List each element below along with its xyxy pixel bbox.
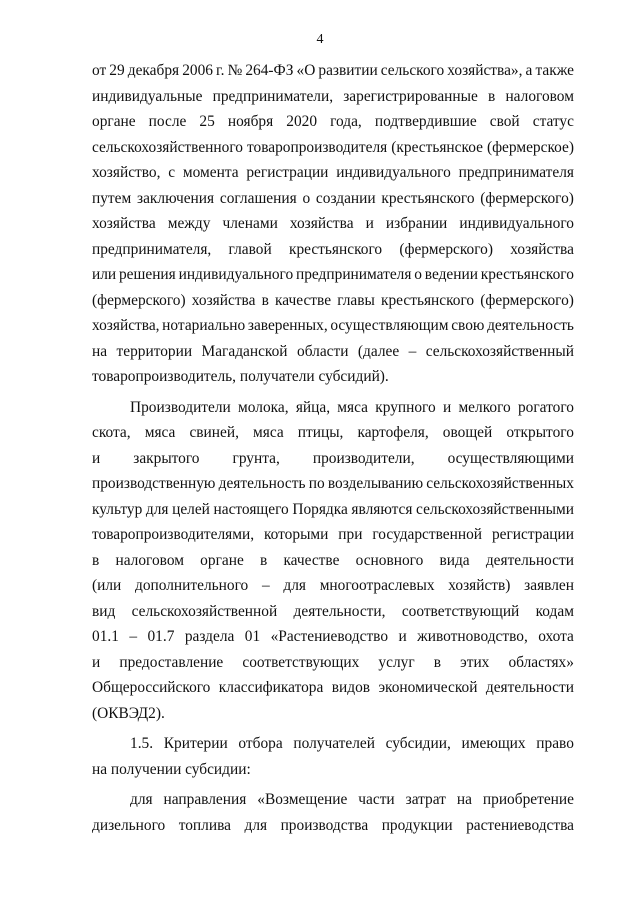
word: раздела [184, 628, 235, 645]
word: топлива [178, 816, 231, 834]
word: (фермерского) [92, 291, 186, 309]
word: вида [439, 551, 470, 569]
word: области [297, 342, 349, 360]
word: на [92, 342, 108, 360]
page-number: 4 [316, 32, 324, 47]
text-line [92, 186, 574, 212]
word: по [308, 475, 325, 492]
word: заключения [137, 189, 215, 207]
word: для [130, 791, 153, 808]
word: 25 [199, 113, 215, 130]
text-line [92, 237, 574, 263]
text-line [92, 787, 574, 813]
word: сельскохозяйственный [425, 342, 574, 360]
word: Магаданской [201, 342, 288, 360]
word: картофеля, [357, 424, 429, 441]
word: хозяйства, [92, 317, 160, 334]
word: ноября [227, 113, 274, 130]
word: классификатора [218, 679, 324, 696]
word: хозяйства [510, 240, 574, 258]
word: деятельность [218, 475, 306, 492]
word: мяса [144, 424, 176, 441]
text-line [92, 548, 574, 574]
word: 29 [109, 62, 125, 79]
word: отбора [238, 735, 283, 752]
word: открытого [506, 424, 574, 441]
word: целей [172, 500, 210, 518]
word: мяса [337, 398, 368, 416]
word: овощей [442, 424, 493, 441]
word: деятельности, [293, 602, 386, 620]
word: настоящего [213, 500, 289, 518]
word: производственную [92, 475, 216, 492]
word: заверенных, [247, 317, 328, 334]
word: 264-ФЗ [245, 62, 294, 79]
word: предпринимателя [296, 266, 412, 283]
word: видов [331, 679, 371, 696]
word: части [358, 791, 395, 808]
word: в [487, 87, 496, 105]
text-line: на получении субсидии: [92, 760, 251, 778]
word: имеющих [461, 735, 526, 752]
word: возделыванию [327, 475, 424, 492]
word: момента [182, 164, 239, 181]
word: предпринимателя [458, 164, 574, 181]
word: «О [296, 62, 316, 79]
word: свиней, [189, 424, 239, 441]
word: сельскохозяйственными [416, 500, 574, 518]
text-line [92, 262, 574, 288]
word: грунта, [232, 449, 280, 467]
paragraph [92, 395, 574, 727]
word: деятельности [485, 551, 574, 569]
word: мелкого [458, 398, 511, 416]
word: товаропроизводителями, [92, 526, 255, 543]
word: соответствующий [401, 602, 520, 620]
word: главой [228, 240, 272, 258]
word: 1.5. [130, 735, 154, 752]
word: областях» [508, 653, 574, 671]
word: с [168, 164, 176, 181]
text-line [92, 135, 574, 161]
word: декабря [127, 62, 180, 79]
word: Критерии [163, 735, 228, 752]
word: для [244, 816, 268, 834]
word: после [148, 113, 187, 130]
word: (или [92, 577, 122, 594]
word: качестве [283, 551, 340, 569]
word: 01.1 [92, 628, 119, 645]
word: членами [222, 215, 278, 232]
word: «Возмещение [257, 791, 348, 808]
text-line [92, 650, 574, 676]
word: услуг [378, 653, 415, 671]
word: направления [163, 791, 247, 808]
text-line [92, 446, 574, 472]
text-line [92, 522, 574, 548]
word: налоговом [505, 87, 574, 105]
text-line [92, 731, 574, 757]
word: затрат [405, 791, 446, 808]
word: путем [92, 189, 132, 207]
word: предпринимателя, [92, 240, 212, 258]
word: 2020 [286, 113, 318, 130]
word: скота, [92, 424, 131, 441]
text-line [92, 471, 574, 497]
word: хозяйств) [448, 577, 511, 594]
word: на [456, 791, 472, 808]
word: предприниматели, [212, 87, 334, 105]
text-line [92, 813, 574, 839]
word: хозяйства [289, 215, 354, 232]
word: мяса [253, 424, 284, 441]
word: соглашения [219, 189, 297, 207]
word: и [398, 628, 407, 645]
word: крестьянского [480, 266, 574, 283]
text-line [92, 573, 574, 599]
word: (фермерского) [399, 240, 494, 258]
word: приобретение [482, 791, 574, 808]
word: 01.7 [147, 628, 175, 645]
word: № [227, 62, 243, 79]
word: регистрации [246, 164, 329, 181]
word: индивидуального [336, 164, 451, 181]
word: для [145, 500, 169, 518]
word: рогатого [517, 398, 574, 416]
word: (фермерского) [480, 189, 574, 207]
word: экономической [378, 679, 478, 696]
text-line [92, 675, 574, 701]
word: развитии [318, 62, 378, 79]
word: налоговом [115, 551, 184, 569]
word: хозяйство, [92, 164, 161, 181]
word: избрании [385, 215, 448, 232]
word: территории [116, 342, 193, 360]
word: деятельности [485, 679, 574, 696]
text-line [92, 339, 574, 365]
word: крестьянского [381, 291, 475, 309]
word: заявлен [524, 577, 574, 594]
word: продукции [381, 816, 453, 834]
word: для [283, 577, 306, 594]
text-line: (ОКВЭД2). [92, 704, 165, 722]
word: – [129, 628, 138, 645]
word: сельскохозяйственного [92, 138, 243, 156]
word: деятельность [487, 317, 574, 334]
word: производства [280, 816, 369, 834]
word: крестьянского [288, 240, 383, 258]
word: предоставление [119, 653, 224, 671]
text-line [92, 624, 574, 650]
text-line [92, 420, 574, 446]
word: – [261, 577, 270, 594]
word: Производители [130, 398, 231, 416]
text-line [92, 395, 574, 421]
word: крупного [375, 398, 436, 416]
word: при [338, 526, 363, 543]
word: многоотраслевых [319, 577, 435, 594]
word: индивидуальные [92, 87, 203, 105]
word: г. [216, 62, 225, 79]
word: «Растениеводство [270, 628, 389, 645]
word: производители, [312, 449, 415, 467]
word: осуществляющими [447, 449, 574, 467]
word: яйца, [295, 398, 331, 416]
word: дополнительного [135, 577, 249, 594]
word: органе [200, 551, 244, 569]
text-line [92, 84, 574, 110]
word: (фермерское) [486, 138, 574, 156]
text-line [92, 497, 574, 523]
word: решения [118, 266, 176, 283]
word: молока, [238, 398, 289, 416]
text-line [92, 160, 574, 186]
word: сельскохозяйственных [426, 475, 574, 492]
word: от [92, 62, 107, 79]
word: 01 [244, 628, 261, 645]
word: создании [315, 189, 376, 207]
paragraph [92, 731, 574, 782]
word: (крестьянское [391, 138, 483, 156]
word: животноводство, [417, 628, 528, 645]
word: субсидии, [385, 735, 451, 752]
word: индивидуального [459, 215, 574, 232]
word: хозяйства [92, 215, 156, 232]
text-line [92, 211, 574, 237]
word: а [525, 62, 533, 79]
word: являются [351, 500, 413, 518]
text-line: товаропроизводитель, получатели субсидий). [92, 368, 389, 385]
paragraph [92, 58, 574, 390]
word: этих [460, 653, 490, 671]
paragraph [92, 787, 574, 838]
word: в [259, 551, 268, 569]
word: которыми [263, 526, 329, 543]
word: и [92, 449, 101, 467]
word: между [167, 215, 211, 232]
word: подтвердившие [374, 113, 477, 130]
word: кодам [535, 602, 574, 620]
word: закрытого [133, 449, 200, 467]
word: также [535, 62, 574, 79]
word: 2006 [182, 62, 213, 79]
word: дизельного [92, 816, 166, 834]
word: Порядка [292, 500, 348, 518]
word: в [433, 653, 442, 671]
word: (далее [357, 342, 400, 360]
word: получателей [293, 735, 375, 752]
word: органе [92, 113, 136, 130]
word: птицы, [297, 424, 344, 441]
word: нотариально [162, 317, 246, 334]
word: (фермерского) [480, 291, 574, 309]
word: соответствующих [242, 653, 360, 671]
document-body [92, 58, 574, 838]
word: индивидуального [178, 266, 294, 283]
text-line [92, 313, 574, 339]
word: вид [92, 602, 116, 620]
word: зарегистрированные [343, 87, 478, 105]
word: года, [330, 113, 362, 130]
word: культур [92, 500, 143, 518]
word: в [261, 291, 269, 309]
word: о [414, 266, 422, 283]
word: основного [355, 551, 424, 569]
word: хозяйства [191, 291, 256, 309]
text-line [92, 109, 574, 135]
word: качестве [275, 291, 332, 309]
text-line [92, 599, 574, 625]
text-line [92, 288, 574, 314]
word: и [442, 398, 452, 416]
word: охота [538, 628, 574, 645]
word: государственной [372, 526, 483, 543]
word: свою [451, 317, 485, 334]
word: главы [337, 291, 375, 309]
word: – [408, 342, 417, 360]
word: в [92, 551, 100, 569]
word: осуществляющим [330, 317, 449, 334]
word: товаропроизводителя [246, 138, 388, 156]
word: растениеводства [466, 816, 574, 834]
word: сельского [380, 62, 445, 79]
text-line [92, 58, 574, 84]
word: крестьянского [381, 189, 475, 207]
word: хозяйства», [447, 62, 523, 79]
word: и [365, 215, 374, 232]
word: сельскохозяйственной [131, 602, 278, 620]
word: свой [489, 113, 520, 130]
word: регистрации [491, 526, 574, 543]
word: ведении [424, 266, 478, 283]
word: или [92, 266, 117, 283]
word: и [92, 653, 101, 671]
word: статус [532, 113, 574, 130]
word: о [302, 189, 311, 207]
word: право [536, 735, 574, 752]
word: Общероссийского [92, 679, 211, 696]
